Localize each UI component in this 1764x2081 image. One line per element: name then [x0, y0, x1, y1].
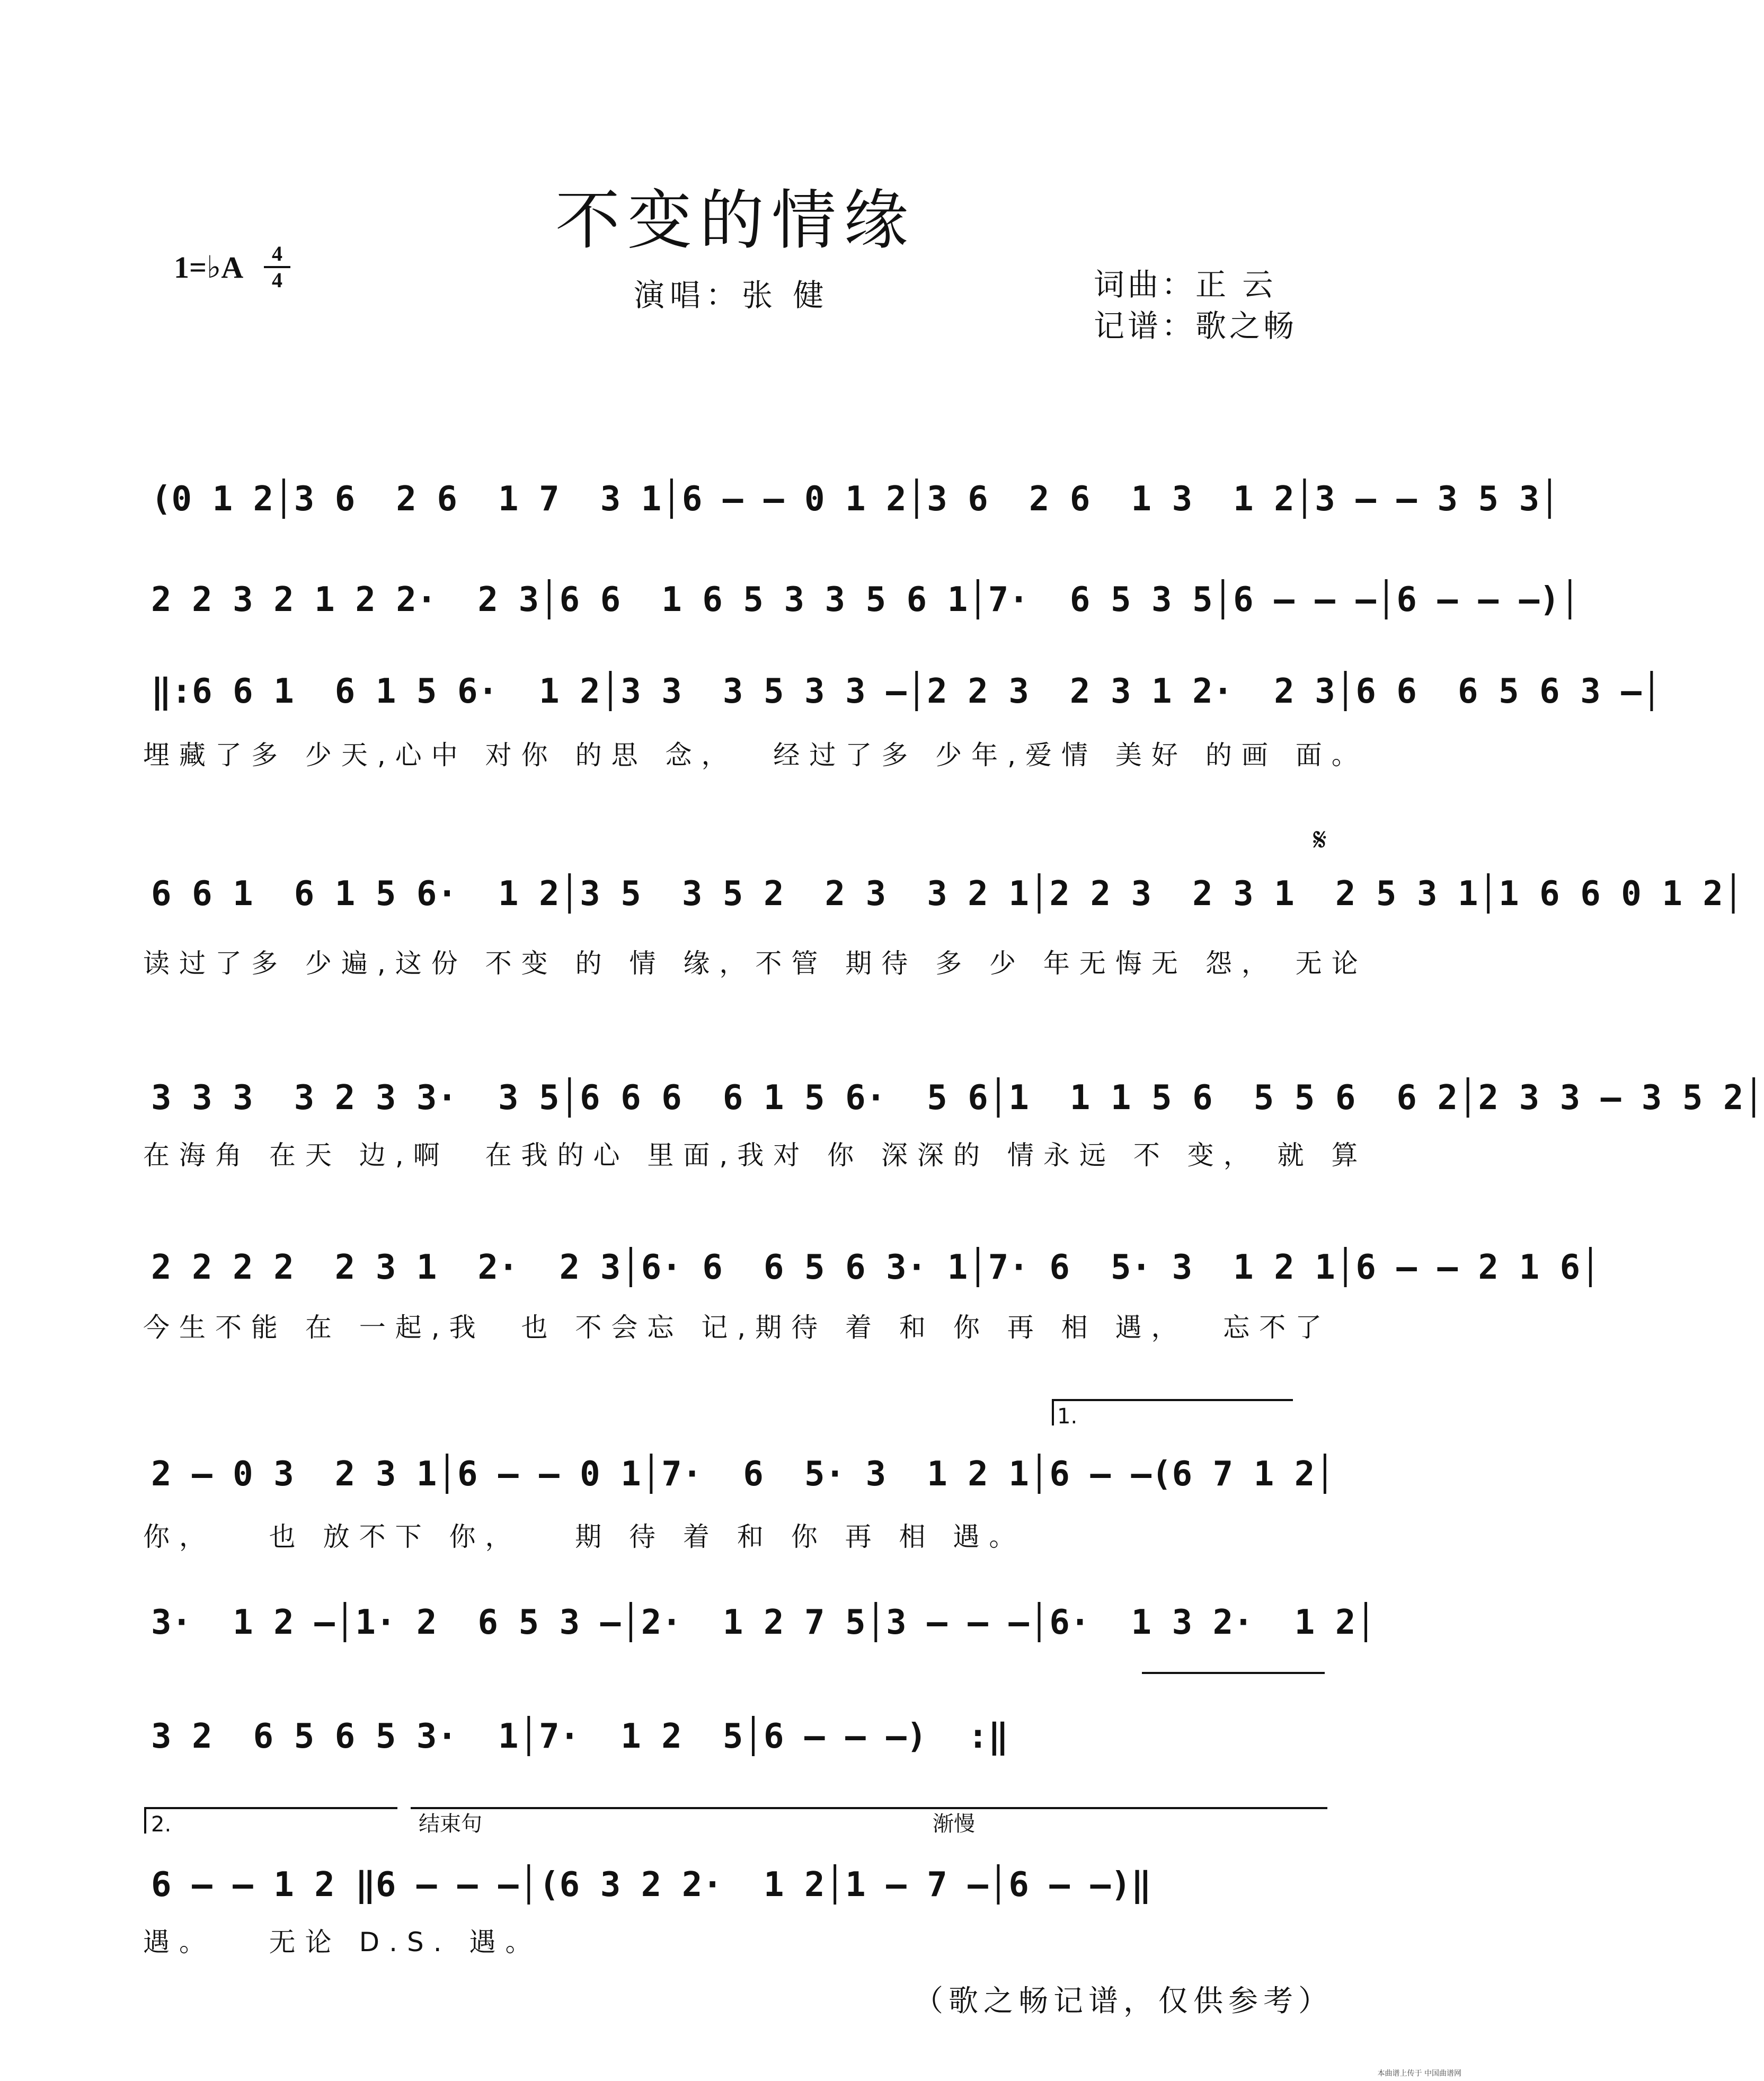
- time-signature: [264, 243, 290, 291]
- score-row-6: 2 2 2 2 2 3 1 2· 2 3│6· 6 6 5 6 3· 1│7· 6 5· 3 1 2 1│6 – – 2 1 6│: [151, 1248, 1601, 1287]
- lyricist-composer: 词曲：正 云: [1094, 267, 1277, 303]
- volta-1-end-line: [1142, 1672, 1325, 1674]
- key-signature: 1=♭A: [174, 250, 244, 285]
- volta-2-line: [144, 1807, 397, 1809]
- score-row-2: 2 2 3 2 1 2 2· 2 3│6 6 1 6 5 3 3 5 6 1│7· 6 5 3 5│6 – – –│6 – – –)│: [151, 580, 1581, 619]
- volta-1-hook: [1052, 1399, 1054, 1425]
- score-row-1: (0 1 2│3 6 2 6 1 7 3 1│6 – – 0 1 2│3 6 2 6 1 3 1 2│3 – – 3 5 3│: [151, 480, 1560, 519]
- transcriber: 记谱：歌之畅: [1094, 308, 1298, 344]
- song-title: 不变的情缘: [555, 183, 916, 258]
- score-row-9: 3 2 6 5 6 5 3· 1│7· 1 2 5│6 – – –) :‖: [151, 1717, 1009, 1756]
- lyric-line-4: 今生不能 在 一起,我 也 不会忘 记,期待 着 和 你 再 相 遇， 忘不了: [143, 1312, 1332, 1343]
- ritardando-label: 渐慢: [933, 1812, 975, 1836]
- score-row-10: 6 – – 1 2 ‖6 – – –│(6 3 2 2· 1 2│1 – 7 –│6 – –)‖: [151, 1865, 1152, 1905]
- score-row-5: 3 3 3 3 2 3 3· 3 5│6 6 6 6 1 5 6· 5 6│1 1 1 5 6 5 5 6 6 2│2 3 3 – 3 5 2│: [151, 1078, 1764, 1118]
- composer-credits: [1094, 264, 1297, 347]
- volta-1-line: [1052, 1399, 1293, 1401]
- lyric-line-3: 在海角 在天 边,啊 在我的心 里面,我对 你 深深的 情永远 不 变， 就 算: [143, 1140, 1368, 1171]
- lyric-line-6: 遇。 无论 D.S. 遇。: [143, 1927, 542, 1958]
- ending-label: 结束句: [419, 1812, 482, 1836]
- time-sig-bottom: 4: [272, 268, 282, 292]
- segno-sign: 𝄋: [1313, 821, 1327, 858]
- volta-1-label: 1.: [1057, 1404, 1078, 1429]
- volta-2-label: 2.: [151, 1812, 172, 1837]
- volta-2-hook: [144, 1807, 146, 1834]
- lyric-line-2: 读过了多 少遍,这份 不变 的 情 缘，不管 期待 多 少 年无悔无 怨， 无论: [143, 948, 1368, 979]
- score-row-4: 6 6 1 6 1 5 6· 1 2│3 5 3 5 2 2 3 3 2 1│2 2 3 2 3 1 2 5 3 1│1 6 6 0 1 2│: [151, 874, 1744, 914]
- ending-line: [411, 1807, 1327, 1809]
- upload-stamp: 本曲谱上传于 中国曲谱网: [1377, 2069, 1461, 2078]
- score-row-3: ‖:6 6 1 6 1 5 6· 1 2│3 3 3 5 3 3 –│2 2 3 2 3 1 2· 2 3│6 6 6 5 6 3 –│: [151, 672, 1662, 711]
- footer-note: （歌之畅记谱，仅供参考）: [914, 1984, 1333, 2018]
- singer-credit: 演唱：张 健: [634, 277, 829, 313]
- score-row-8: 3· 1 2 –│1· 2 6 5 3 –│2· 1 2 7 5│3 – – –│6· 1 3 2· 1 2│: [151, 1603, 1376, 1642]
- lyric-line-5: 你， 也 放不下 你， 期 待 着 和 你 再 相 遇。: [143, 1521, 1025, 1552]
- score-row-7: 2 – 0 3 2 3 1│6 – – 0 1│7· 6 5· 3 1 2 1│6 – –(6 7 1 2│: [151, 1455, 1335, 1494]
- time-sig-top: 4: [272, 242, 282, 265]
- lyric-line-1: 埋藏了多 少天,心中 对你 的思 念， 经过了多 少年,爱情 美好 的画 面。: [143, 740, 1368, 771]
